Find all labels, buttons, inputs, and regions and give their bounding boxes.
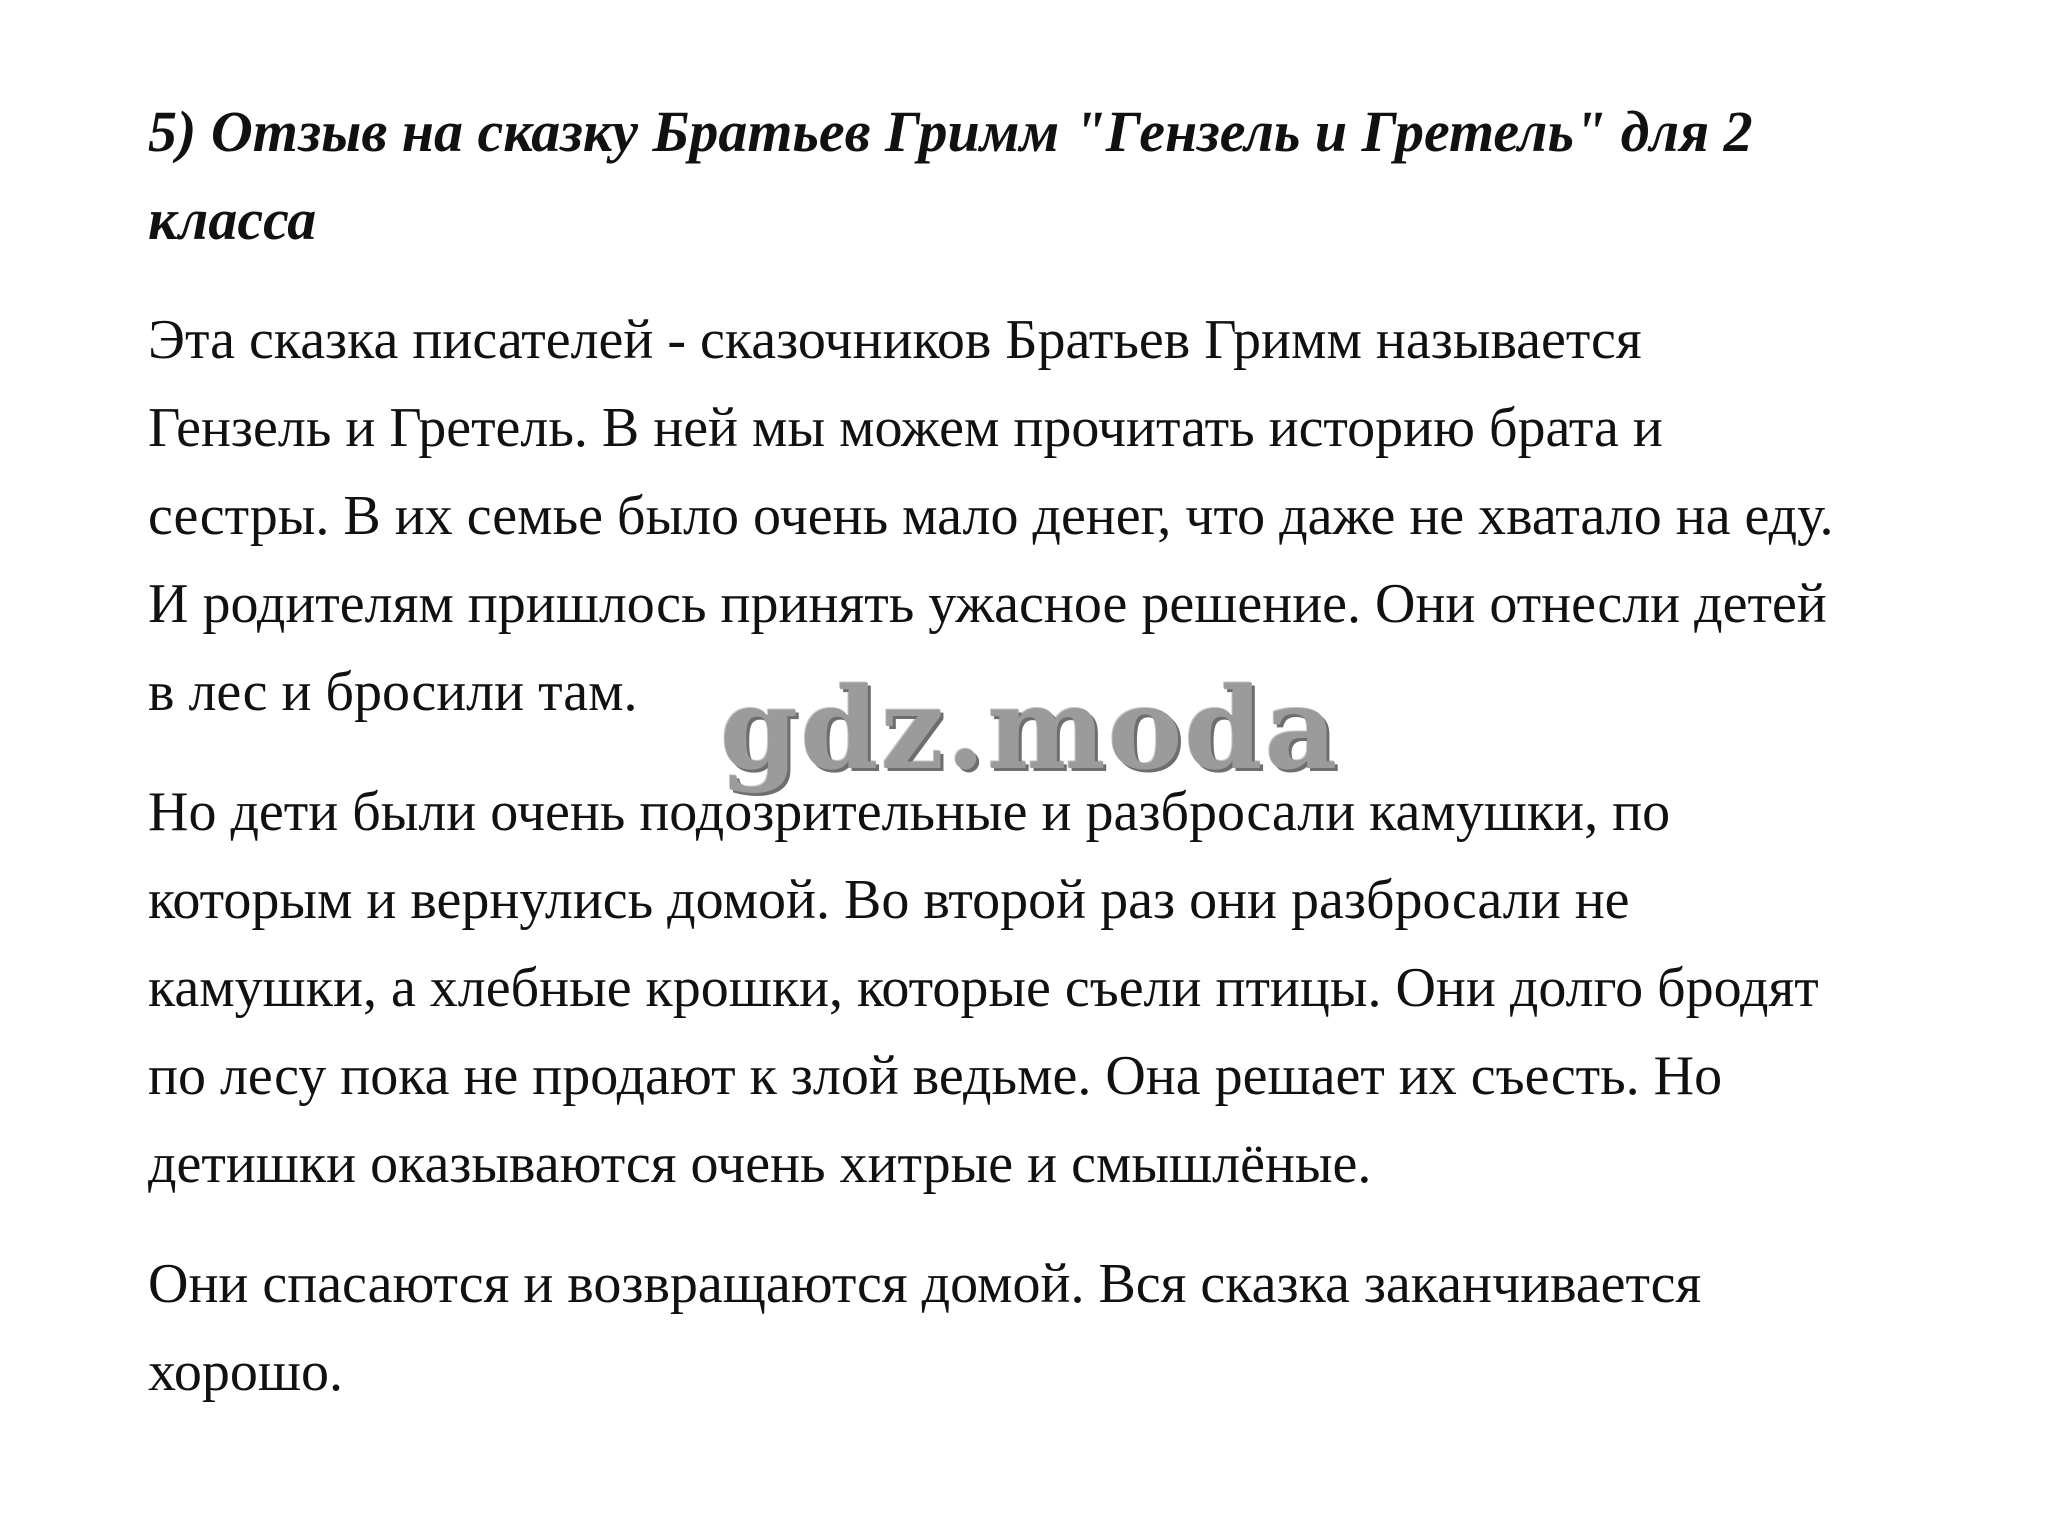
text-line: И родителям пришлось принять ужасное решение. Они отнесли детей — [148, 573, 1827, 635]
text-line: по лесу пока не продают к злой ведьме. Она решает их съесть. Но — [148, 1045, 1723, 1107]
title-line: 5) Отзыв на сказку Братьев Гримм "Гензель и Гретель" для 2 — [148, 99, 1753, 164]
text-line: Гензель и Гретель. В ней мы можем прочитать историю брата и — [148, 397, 1663, 459]
text-line: детишки оказываются очень хитрые и смышлёные. — [148, 1133, 1372, 1195]
text-line: сестры. В их семье было очень мало денег, что даже не хватало на еду. — [148, 485, 1834, 547]
page-title — [148, 88, 1948, 264]
text-line: Они спасаются и возвращаются домой. Вся сказка заканчивается — [148, 1253, 1702, 1315]
paragraph-plot — [148, 768, 1948, 1208]
text-line: которым и вернулись домой. Во второй раз они разбросали не — [148, 869, 1630, 931]
paragraph-ending — [148, 1240, 1948, 1416]
text-line: хорошо. — [148, 1341, 343, 1403]
paragraph-intro — [148, 296, 1948, 736]
text-line: камушки, а хлебные крошки, которые съели птицы. Они долго бродят — [148, 957, 1819, 1019]
text-line: в лес и бросили там. — [148, 661, 638, 723]
watermark-logo: gdz.moda — [720, 664, 1340, 795]
document-page — [148, 88, 1948, 1448]
text-line: Эта сказка писателей - сказочников Братьев Гримм называется — [148, 309, 1642, 371]
title-line: класса — [148, 187, 317, 252]
text-line: Но дети были очень подозрительные и разбросали камушки, по — [148, 781, 1671, 843]
